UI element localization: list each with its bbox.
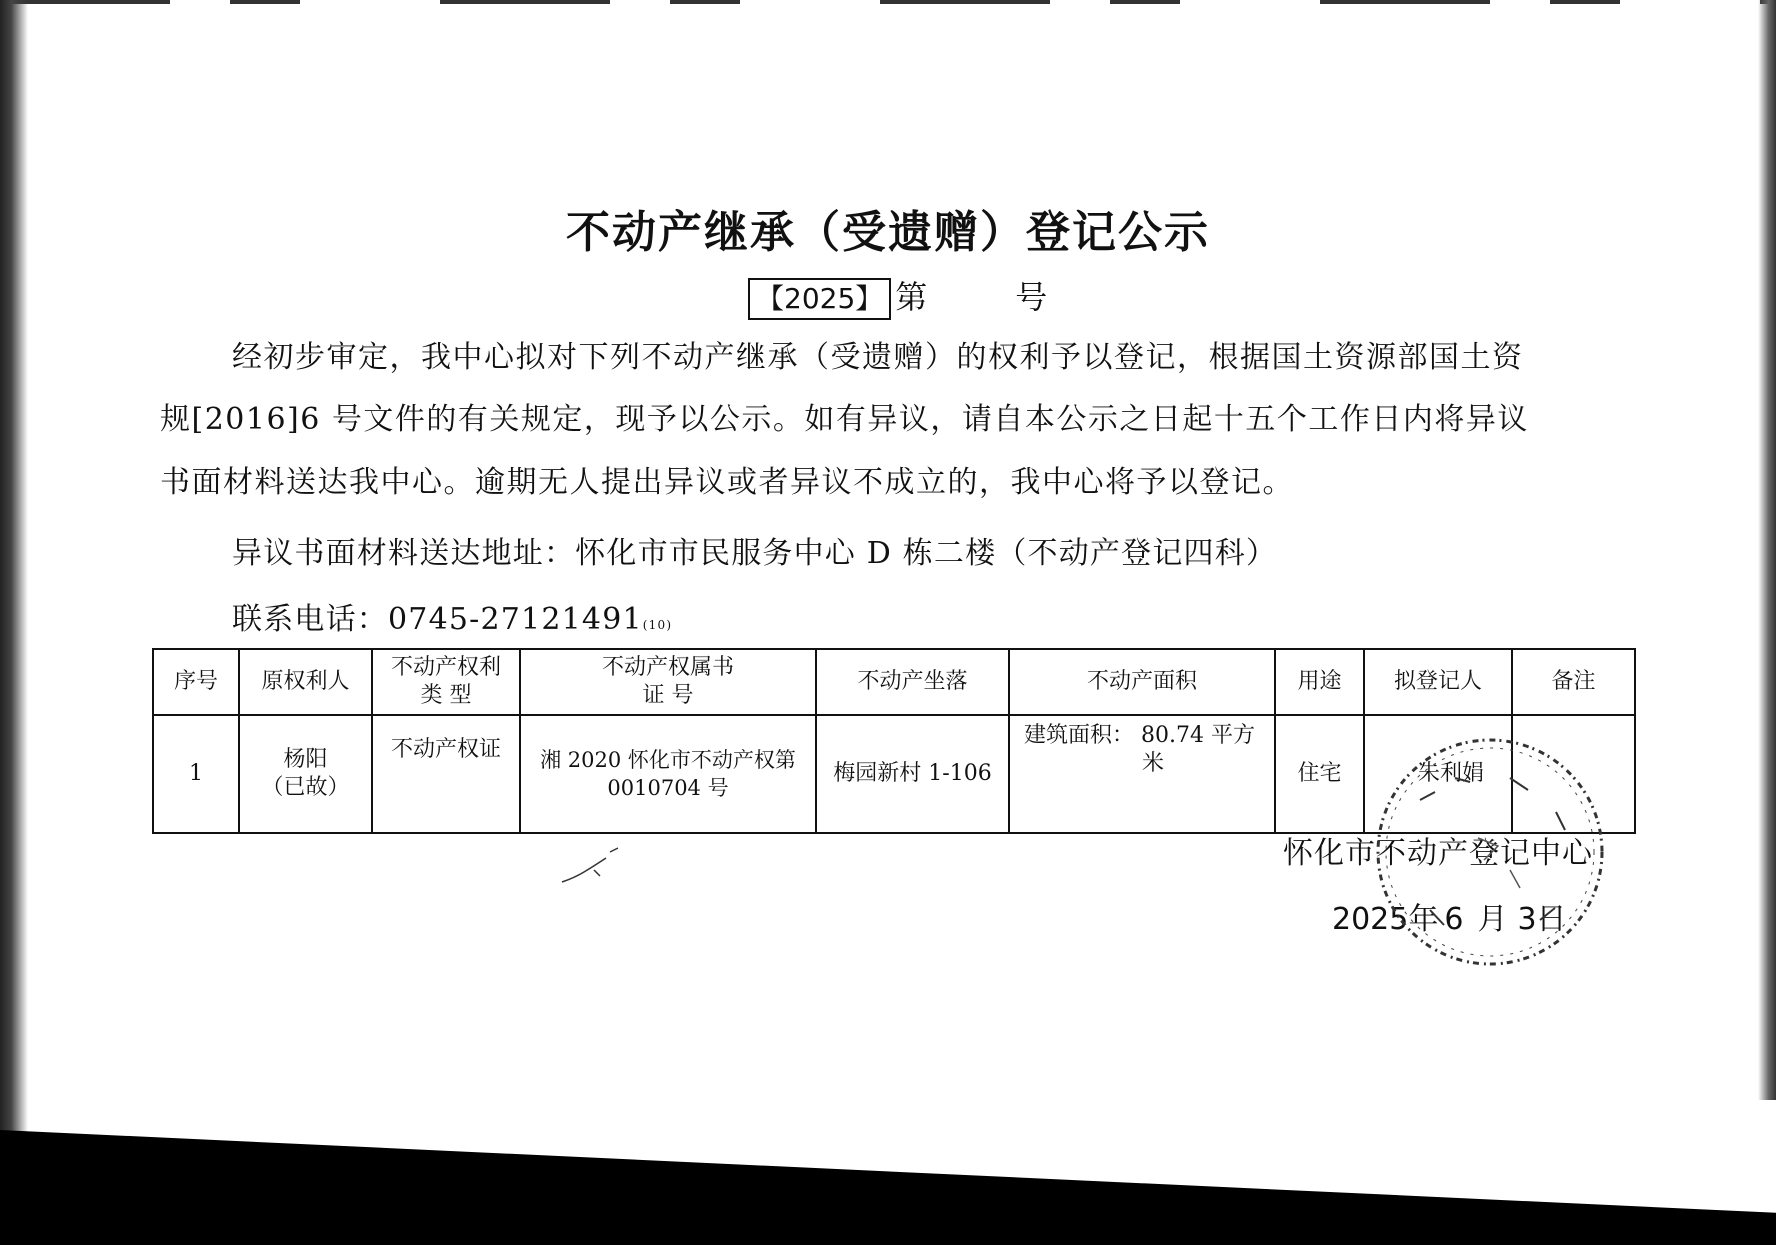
- body-paragraph-line-2: 规[2016]6 号文件的有关规定，现予以公示。如有异议，请自本公示之日起十五个工作日内将异议: [160, 402, 1529, 437]
- cell-area: 建筑面积： 80.74 平方 米: [1009, 715, 1275, 833]
- scan-bottom-shadow: [0, 1130, 1776, 1245]
- cell-right-type: 不动产权证: [372, 715, 520, 833]
- document-number-suffix: 号: [1015, 278, 1048, 316]
- cell-location: 梅园新村 1-106: [816, 715, 1009, 833]
- table-header-row: [153, 649, 1635, 715]
- contact-phone-label: 联系电话：: [232, 602, 388, 637]
- official-seal-stamp: [1360, 720, 1620, 980]
- body-paragraph-line-1: 经初步审定，我中心拟对下列不动产继承（受遗赠）的权利予以登记，根据国土资源部国土资: [232, 340, 1524, 375]
- signing-date: 2025年 6 月 3日: [1332, 902, 1567, 937]
- page-title: 不动产继承（受遗赠）登记公示: [566, 207, 1210, 258]
- header-location: 不动产坐落: [816, 649, 1009, 715]
- objection-address: 异议书面材料送达地址：怀化市市民服务中心 D 栋二楼（不动产登记四科）: [232, 536, 1278, 571]
- cell-registrant: 朱利娟: [1364, 715, 1512, 833]
- scan-top-edge: [0, 0, 1776, 4]
- document-number: [748, 272, 1047, 320]
- header-use: 用途: [1275, 649, 1364, 715]
- cell-cert-number: 湘 2020 怀化市不动产权第 0010704 号: [520, 715, 816, 833]
- header-owner: 原权利人: [239, 649, 372, 715]
- cell-use: 住宅: [1275, 715, 1364, 833]
- cell-seq: 1: [153, 715, 239, 833]
- contact-phone-number: 0745-27121491: [388, 602, 643, 637]
- header-cert-number: 不动产权属书 证 号: [520, 649, 816, 715]
- document-number-prefix: 第: [895, 278, 928, 316]
- contact-phone-suffix: (10): [642, 618, 673, 632]
- scan-right-edge: [1758, 0, 1776, 1100]
- header-remark: 备注: [1512, 649, 1635, 715]
- body-paragraph-line-3: 书面材料送达我中心。逾期无人提出异议或者异议不成立的，我中心将予以登记。: [160, 465, 1294, 500]
- scan-left-edge: [0, 0, 28, 1160]
- header-right-type: 不动产权利 类 型: [372, 649, 520, 715]
- header-seq: 序号: [153, 649, 239, 715]
- signing-organization: 怀化市不动产登记中心: [1283, 836, 1593, 871]
- header-area: 不动产面积: [1009, 649, 1275, 715]
- cell-owner: 杨阳 （已故）: [239, 715, 372, 833]
- header-registrant: 拟登记人: [1364, 649, 1512, 715]
- stray-mark: [560, 842, 630, 888]
- document-year: 【2025】: [748, 278, 891, 320]
- contact-phone: [232, 600, 672, 645]
